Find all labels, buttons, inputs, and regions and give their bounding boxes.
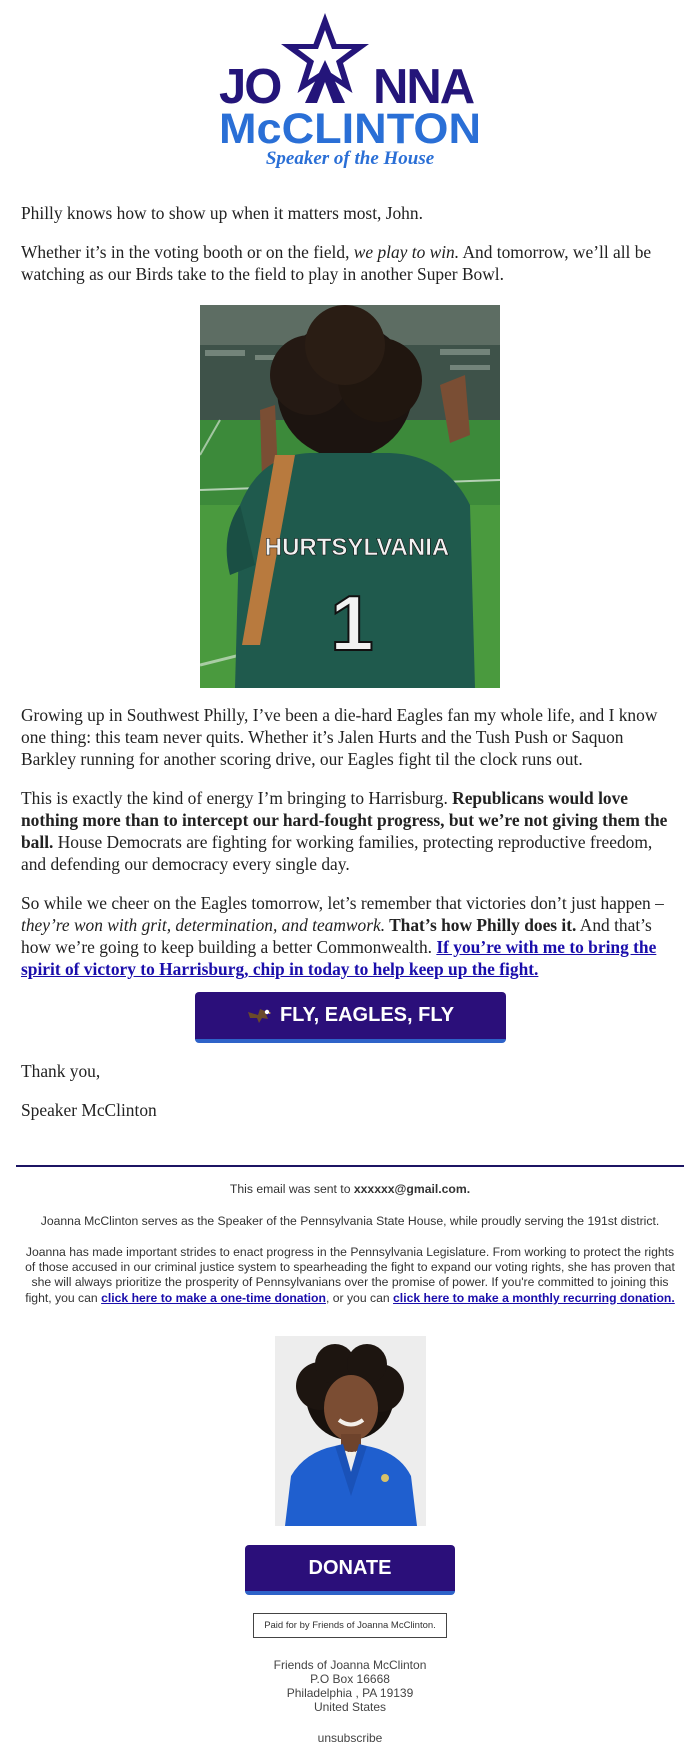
email-body bbox=[21, 202, 681, 302]
email-body-continued bbox=[21, 704, 681, 997]
address-line-1: Friends of Joanna McClinton bbox=[273, 1658, 427, 1672]
paragraph-eagles-fan: Growing up in Southwest Philly, I’ve been a die-hard Eagles fan my whole life, and I know one thing: this team never quits. Whether it’s Jalen Hurts and the Tush Push or Saquon Barkley running for another scoring drive, our Eagles fight til the clock runs out. bbox=[21, 705, 658, 769]
serves-notice: Joanna McClinton serves as the Speaker of the Pennsylvania State House, while proudly serving the 191st district. bbox=[40, 1214, 660, 1228]
eagle-icon bbox=[247, 1006, 271, 1026]
greeting-paragraph: Philly knows how to show up when it matters most, John. bbox=[21, 203, 423, 223]
logo-last-name: McCLINTON bbox=[219, 105, 481, 153]
paid-for-disclaimer: Paid for by Friends of Joanna McClinton. bbox=[253, 1613, 447, 1638]
candidate-portrait bbox=[275, 1336, 426, 1526]
fly-eagles-fly-label: FLY, EAGLES, FLY bbox=[279, 1004, 455, 1026]
fly-eagles-fly-button[interactable] bbox=[195, 992, 506, 1043]
sign-off bbox=[21, 1060, 681, 1138]
mailing-address bbox=[200, 1658, 500, 1714]
jersey-number-text: 1 bbox=[330, 579, 374, 667]
chip-in-link[interactable]: If you’re with me to bring the spirit of victory to Harrisburg, chip in today to help keep up the fight. bbox=[21, 937, 657, 979]
campaign-logo bbox=[0, 0, 700, 180]
recipient-email: xxxxxx@gmail.com. bbox=[353, 1182, 471, 1196]
unsubscribe-link[interactable]: unsubscribe bbox=[317, 1731, 383, 1745]
paragraph-harrisburg: This is exactly the kind of energy I’m bringing to Harrisburg. Republicans would love nothing more than to intercept our hard-fought progress, but we’re not giving them the ball. House Democrats are fighting for working families, protecting reproductive freedom, and defending our democracy every single day. bbox=[21, 788, 668, 874]
signature-text: Speaker McClinton bbox=[21, 1100, 157, 1120]
paragraph-victory: So while we cheer on the Eagles tomorrow, let’s remember that victories don’t just happen – they’re won with grit, determination, and teamwork. That’s how Philly does it. And that’s how we’re going to keep building a better Commonwealth. If you’re with me to bring the spirit of victory to Harrisburg, chip in today to help keep up the fight. bbox=[21, 893, 664, 979]
address-line-3: Philadelphia , PA 19139 bbox=[286, 1686, 414, 1700]
address-line-2: P.O Box 16668 bbox=[310, 1672, 390, 1686]
sent-to-notice: This email was sent to xxxxxx@gmail.com. bbox=[229, 1182, 471, 1196]
footer-divider bbox=[16, 1165, 684, 1167]
logo-graphic bbox=[0, 0, 700, 180]
logo-tagline: Speaker of the House bbox=[265, 148, 435, 169]
paragraph-super-bowl: Whether it’s in the voting booth or on the field, we play to win. And tomorrow, we’ll all be watching as our Birds take to the field to play in another Super Bowl. bbox=[21, 242, 652, 284]
eagles-jersey-photo bbox=[200, 305, 500, 688]
jersey-name-text: HURTSYLVANIA bbox=[264, 534, 450, 561]
monthly-donation-link[interactable]: click here to make a monthly recurring donation. bbox=[393, 1290, 675, 1305]
thank-you-text: Thank you, bbox=[21, 1061, 101, 1081]
address-line-4: United States bbox=[313, 1700, 387, 1714]
logo-first-name-part1: JO bbox=[219, 60, 281, 114]
strides-paragraph: Joanna has made important strides to enact progress in the Pennsylvania Legislature. From working to protect the rights of those accused in our criminal justice system to spearheading the fight to expand our voting rights, she has proven that she will always prioritize the prosperity of Pennsylvanians over the promise of power. If you're committed to joining this fight, you can click here to make a one-time donation, or you can click here to make a monthly recurring donation. bbox=[25, 1245, 675, 1305]
logo-first-name-part2: NNA bbox=[373, 60, 474, 114]
donate-button[interactable]: DONATE bbox=[245, 1545, 455, 1595]
one-time-donation-link[interactable]: click here to make a one-time donation bbox=[101, 1290, 326, 1305]
